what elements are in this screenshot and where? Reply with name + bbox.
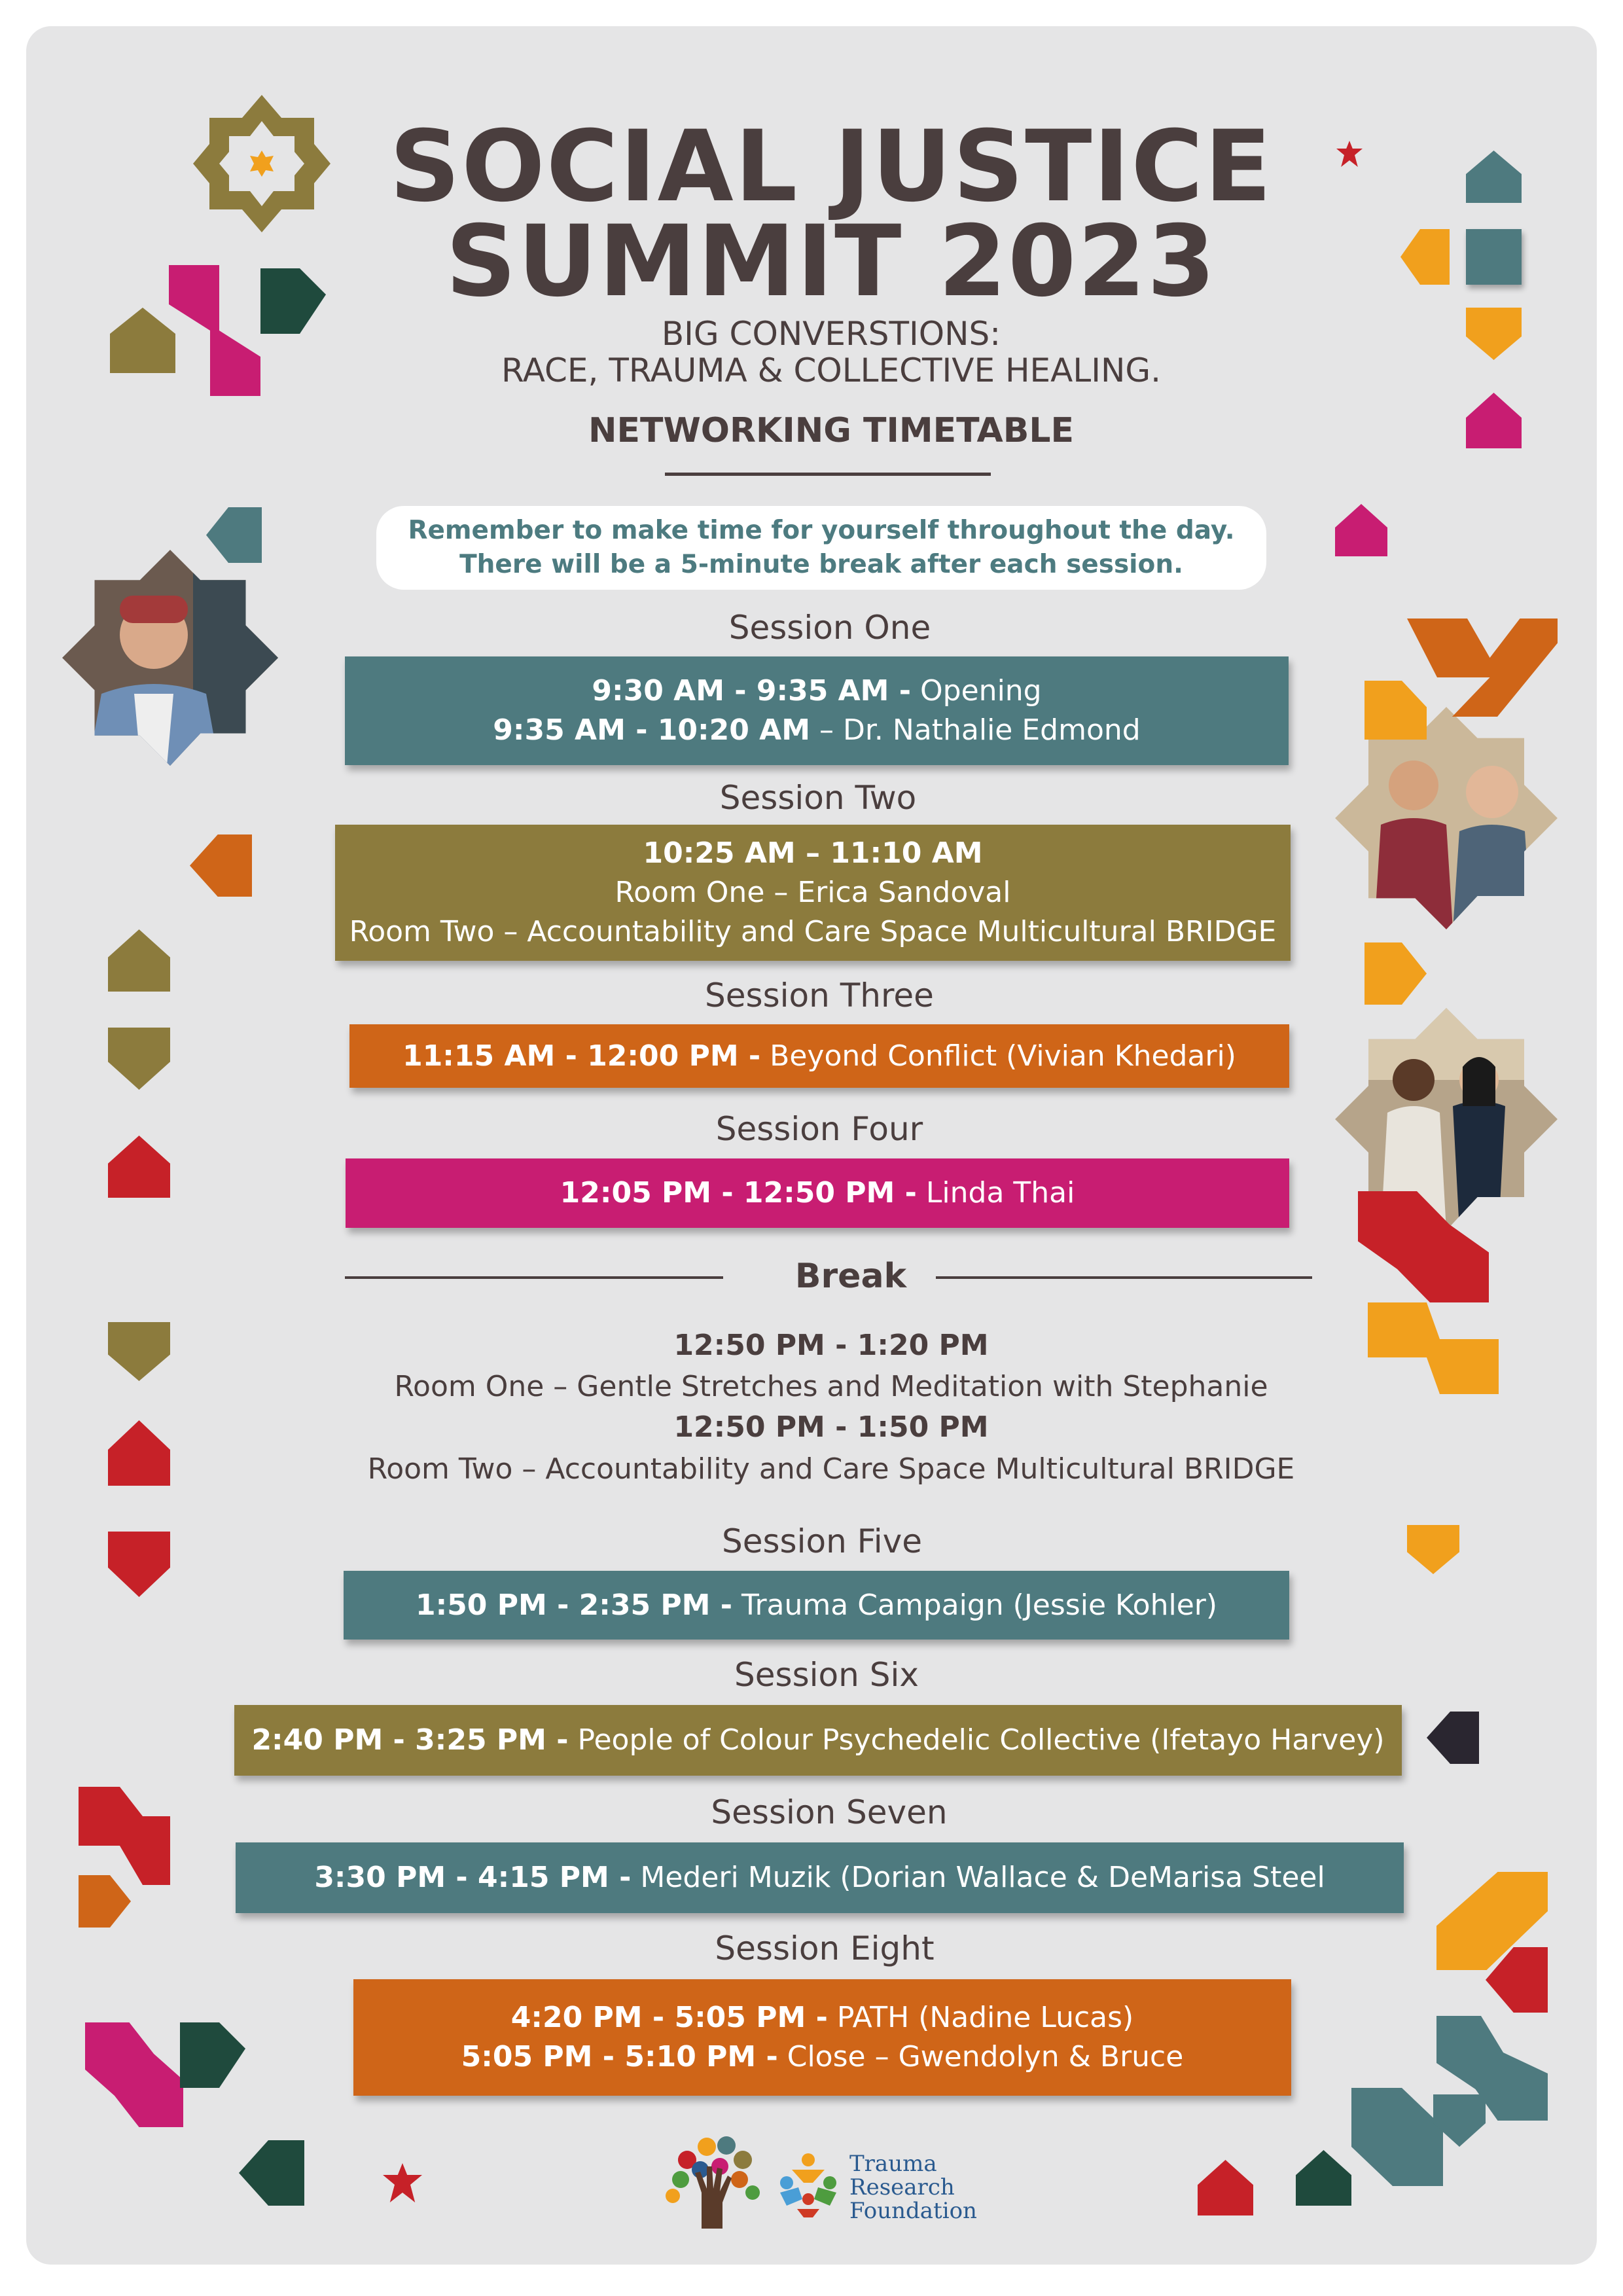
trauma-research-people-icon (772, 2147, 844, 2219)
break-rule-right (936, 1276, 1312, 1279)
session-eight-line2: 5:05 PM - 5:10 PM - Close – Gwendolyn & Bruce (461, 2040, 1184, 2073)
dark-arrow-shape (1427, 1712, 1479, 1764)
session-four-line1: 12:05 PM - 12:50 PM - Linda Thai (560, 1176, 1075, 1210)
break-time1: 12:50 PM - 1:20 PM (673, 1329, 989, 1362)
session-three-bar (349, 1024, 1289, 1088)
trauma-research-foundation-name: Trauma Research Foundation (849, 2151, 977, 2224)
magenta-house-shape (1466, 393, 1522, 448)
olive-shield-left-shape (108, 1028, 170, 1090)
break-room1: Room One – Gentle Stretches and Meditation with Stephanie (394, 1370, 1268, 1403)
session-two-line2: Room One – Erica Sandoval (615, 876, 1011, 909)
break-title: Break (794, 1257, 907, 1296)
red-house-shape (108, 1420, 170, 1486)
teal-block-right-shape (1351, 2088, 1443, 2186)
amber-corner-shape (1364, 681, 1427, 740)
subtitle-line2: RACE, TRAUMA & COLLECTIVE HEALING. (501, 351, 1161, 389)
session-seven-title: Session Seven (711, 1793, 948, 1831)
session-seven-bar (236, 1842, 1404, 1913)
teal-house-shape (1466, 151, 1522, 203)
session-three-line1: 11:15 AM - 12:00 PM - Beyond Conflict (Vivian Khedari) (402, 1039, 1236, 1073)
session-eight-line1: 4:20 PM - 5:05 PM - PATH (Nadine Lucas) (510, 2001, 1134, 2034)
session-one-line2: 9:35 AM - 10:20 AM – Dr. Nathalie Edmond (493, 713, 1141, 747)
reminder-line1: Remember to make time for yourself throughout the day. (408, 516, 1235, 545)
man-with-beanie-photo (62, 550, 278, 766)
session-two-line3: Room Two – Accountability and Care Space Multicultural BRIDGE (349, 915, 1277, 948)
poster-title-line2: SUMMIT 2023 (445, 205, 1217, 319)
session-five-title: Session Five (721, 1522, 923, 1560)
session-seven-line1: 3:30 PM - 4:15 PM - Mederi Muzik (Dorian Wallace & DeMarisa Steel (314, 1861, 1325, 1894)
session-one-bar (345, 656, 1289, 765)
session-five-line1: 1:50 PM - 2:35 PM - Trauma Campaign (Jessie Kohler) (415, 1588, 1218, 1622)
break-room2: Room Two – Accountability and Care Space Multicultural BRIDGE (367, 1452, 1295, 1486)
poster-card (26, 26, 1597, 2265)
red-star-bottom-icon (383, 2163, 422, 2202)
session-one-line1: 9:30 AM - 9:35 AM - Opening (592, 674, 1042, 708)
olive-shield-shape (108, 1322, 170, 1381)
amber-arrow-shape (1400, 229, 1450, 285)
amber-shield-small-shape (1407, 1525, 1459, 1574)
break-time2: 12:50 PM - 1:50 PM (673, 1410, 989, 1444)
tree-hand-logo (654, 2121, 772, 2232)
orange-arrow-shape (190, 834, 252, 897)
magenta-zigzag-shape (169, 265, 260, 396)
amber-zigzag-shape (1368, 1302, 1499, 1394)
darkgreen-pentagon-bottom-shape (180, 2022, 245, 2088)
orange-pentagon-left-shape (79, 1875, 131, 1928)
amber-shield-shape (1466, 308, 1522, 360)
session-six-line1: 2:40 PM - 3:25 PM - People of Colour Psychedelic Collective (Ifetayo Harvey) (251, 1723, 1385, 1757)
olive-house-left-shape (108, 929, 170, 992)
magenta-zigzag-bottom-shape (85, 2022, 183, 2127)
title-divider (665, 473, 991, 476)
session-four-bar (346, 1158, 1289, 1228)
teal-arrow-shape (206, 507, 262, 563)
session-eight-bar (353, 1979, 1291, 2096)
break-rule-left (345, 1276, 723, 1279)
darkgreen-pentagon-shape (260, 268, 326, 334)
magenta-house-small-shape (1335, 504, 1387, 556)
session-one-title: Session One (728, 609, 931, 647)
session-six-title: Session Six (734, 1656, 919, 1694)
darkgreen-arrow-bottom-shape (239, 2140, 304, 2206)
session-two-title: Session Two (719, 779, 917, 817)
red-zigzag-shape (1358, 1191, 1489, 1302)
session-five-bar (344, 1571, 1289, 1640)
two-men-talking-photo (1335, 707, 1558, 929)
session-four-title: Session Four (715, 1110, 923, 1148)
reminder-line2: There will be a 5-minute break after each session. (459, 550, 1183, 579)
olive-house-shape (110, 308, 175, 373)
timetable-title: NETWORKING TIMETABLE (588, 411, 1075, 450)
session-two-bar (335, 825, 1291, 961)
teal-square-shape (1466, 229, 1522, 285)
red-star-icon (1336, 141, 1363, 167)
red-house-bottom-shape (1198, 2160, 1253, 2215)
session-two-line1: 10:25 AM – 11:10 AM (643, 836, 983, 870)
darkgreen-house-shape (1296, 2150, 1351, 2206)
orange-zigzag-shape (1407, 619, 1558, 717)
red-zigzag-left-shape (79, 1787, 170, 1885)
red-house-left-shape (108, 1136, 170, 1198)
reminder-box (376, 506, 1266, 590)
amber-pentagon-shape (1364, 942, 1427, 1005)
subtitle-line1: BIG CONVERSTIONS: (661, 315, 1001, 353)
session-three-title: Session Three (705, 977, 934, 1014)
poster-title-line1: SOCIAL JUSTICE (389, 110, 1273, 224)
session-six-bar (234, 1705, 1402, 1776)
star-ornament-icon (190, 92, 334, 236)
red-shield-shape (108, 1532, 170, 1597)
session-eight-title: Session Eight (715, 1929, 935, 1967)
